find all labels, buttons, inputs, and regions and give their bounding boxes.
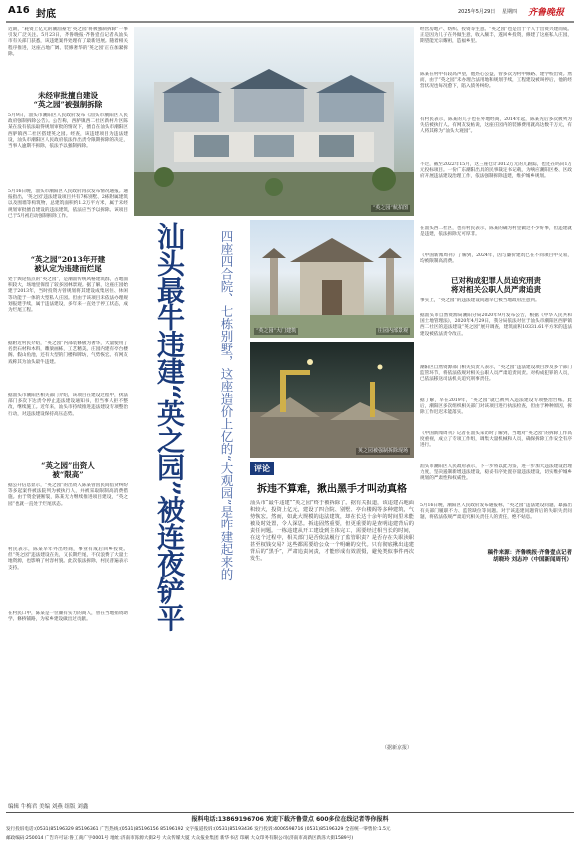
photo-caption-right: 庄园内部景观 (377, 328, 408, 334)
article-paragraph: 不过，截至2022年15月，这三座仓计3012万元的儿跟踪，也还在吗向1万元投标项目。一份广东潮阳出具的民事裁定书记载，为响应潮阳区委、区政府开展违法建设治理工作，依法强制拆除违建，维护城乡规划。 (420, 162, 572, 180)
footer-address: 邮政编码:250014 广告许可证:鲁工商广字0001号 地址:济南市泺源大街2号 大众传媒大厦 大众报业集团 新华书店 印刷 大众印务有限公司(济南市高新区新泺大街1589号) (6, 836, 354, 841)
subheading: 已对构成犯罪人员追究刑责 将对相关公职人员严肃追责 (451, 276, 541, 294)
gate-illustration (250, 220, 414, 338)
footer-hotline: 报料电话:13869196706 欢迎下载齐鲁壹点 600多位在线记者等你报料 (191, 816, 389, 823)
column-left (8, 27, 128, 797)
weekday: 星期四 (502, 9, 518, 15)
comment-tag: 评论 (250, 462, 274, 475)
main-headline: 汕头最牛违建“英之园”被连夜铲平 (153, 222, 186, 631)
article-paragraph: 5月16日晚，潮阳区人民政府发布通报称，“英之园”违法建设问题，暴露出有关部门履职不力、监管缺位等问题。对于该违建问题背后的失职失责问题，将依法依规严肃追究相关责任人的责任，绝不姑息。 (420, 503, 572, 521)
gate-photo (250, 220, 414, 338)
article-paragraph: 据了解，早在2019年，“英之园”就已被列入违法建设专项整治台账。此后，潮阳区多次组织相关部门对该项目进行执法检查，但由于种种原因，拆除工作迟迟未能落实。 (420, 398, 572, 416)
article-paragraph: 经营房地产、纺织、投资等生意。“英之园”也是出于个人于出资兴建而成。正是因为儿子在外做生意，收入颇丰，遂回乡投资，修建了这座私人庄园，期望能光宗耀祖，造福乡里。 (420, 27, 572, 45)
article-paragraph: 《中国新闻周刊》了解到，2024年，因与廉价建筑已在不同项目中交易，均被限制高消费。 (420, 253, 572, 265)
subheading: “英之园”出资人 被“限高” (41, 461, 95, 479)
column-right (420, 27, 572, 797)
article-paragraph: 在村民口中，陈某是一位颇有实力的商人，曾在当地捐资助学、修桥铺路，为家乡建设做出过贡献。 (8, 611, 128, 623)
sub-headline: 四座四合院、七栋别墅，这座造价上亿的“大观园”是咋建起来的 (219, 230, 234, 581)
page-header (0, 0, 580, 22)
article-paragraph: 《中国新闻周刊》记者在汕头采访时了解到，当地对“英之园”的拆除工作高度重视，成立了专项工作组，调集大量机械和人员，确保拆除工作安全有序进行。 (420, 431, 572, 449)
section-name: 封底 (36, 9, 56, 20)
article-paragraph: 陈某在村中有较高声望，他热心公益，曾多次为村中修路、建学校出资。然而，由于“英之园”未办理合法用地和规划手续，工程建设被叫停后，他的经营状况也每况愈下，陷入债务纠纷。 (420, 72, 572, 90)
comment-title: 拆违不算难，揪出黑手才叫动真格 (257, 484, 407, 495)
article-paragraph: 有村民表示，陈某的儿子也在外地经商，2014年起，陈某先后多次被列为失信被执行人。有网友发帖说，这座庄园内的装修费用就高达数千万元，有人将其称为“汕头大观园”。 (420, 117, 572, 135)
article-paragraph: 5月16日晚，汕头市潮阳区人民政府再次发布情况通报。通报指出，‘英之园’违法建设项目共有7栋别墅、2栋附属建筑以及围墙等构筑物，总建筑面积约1.2万平方米，属于未经规划审批擅自建设的违法建筑，依法应当予以拆除。该项目已于5月初启动强制拆除工作。 (8, 189, 128, 219)
page-number: A16 (8, 5, 30, 16)
article-paragraph: 据汕头市自然资源局潮阳分局2020年9月发布公告，根据《中华人民共和国土地管理法》，2020年4月29日，我分局依法对位于汕头市潮阳区西胪镇西二社区的违法建设“英之园”展开调查，建筑面积10331.61平方米的违法建设被依法责令改正。 (420, 313, 572, 337)
comment-body: 汕头市“最牛违建”“英之园”终于被拆除了。据有关报道，该违建占地面积较大，投资上亿元，建设了四合院、别墅、亭台楼阁等多种建筑，气势恢宏。然而，如此大规模的违法建筑，却在长达十余年的时间里未能被及时处置，令人深思。拆违固然重要，但更重要的是查明违建背后的责任问题。一栋违建从开工建设到主体完工，需要经过相当长的时间，在这个过程中，相关部门是否依法履行了监管职责？是否存在失职渎职甚至权钱交易？这些都需要给公众一个明确的交代。只有彻底揪出违建背后的“黑手”，严肃追责问责，才能形成有效震慑，避免类似事件再次发生。 (250, 500, 414, 562)
footer (6, 812, 574, 849)
comment-author: （据新京报） (381, 745, 412, 751)
footer-contacts: 发行投诉电话:(0531)85196329 85196361 广告热线:(0531)85196156 85196192 文字报道投诉:(0531)85193436 发行投诉:4006598716 (0531)85196329 全省统一零售价:1.5元 (6, 827, 391, 832)
article-paragraph: 潮阳区自然资源部门相关负责人表示，“英之园”违法建设项目涉及多个部门监管环节，将依法依规对相关公职人员严肃追责问责。对构成犯罪的人员，已依法移送司法机关追究刑事责任。 (420, 365, 572, 383)
subheading: 未经审批擅自建设 “英之园”被强制拆除 (33, 91, 103, 109)
headline-block (134, 220, 244, 650)
demolition-photo (250, 342, 414, 458)
article-credit: 稿件来源：齐鲁晚报·齐鲁壹点记者 胡晓玲 刘志冲（中国新闻周刊） (487, 550, 572, 563)
article-paragraph: 据汕头市潮阳区相关部门介绍，该项目在建设过程中，执法部门多次下达责令停止违法建设通知书，但当事人拒不整改，继续施工。近年来，汕头市持续推进违法建设专项整治行动，对违法建设保持高压态势。 (8, 393, 128, 417)
article-paragraph: 在汕头西二社区，也有村民表示，陈某的确为村里做过不少好事，但违建就是违建，依法拆除无可厚非。 (420, 226, 572, 238)
demolition-illustration (250, 342, 414, 458)
photo-caption-left: “英之园”大门建筑 (256, 328, 297, 334)
comment-box (250, 462, 414, 754)
photo-caption: “英之园”航拍图 (372, 205, 408, 211)
article-paragraph: 处于舆论焦点的“英之园”，是潮汕传统风格建筑群，占地面积较大，场地里保留了较多园林景观。据了解，这座庄园始建于2013年，当时投资方曾规划将其建设成集居住、休闲等功能于一体的大型私人庄园。但由于该项目未依法办理规划报建手续，属于违法建设，多年来一直处于停工状态，成为烂尾工程。 (8, 277, 128, 314)
article-paragraph: 村民表示，陈某早年外出经商，事业有成后回乡投资。但“英之园”违法建设在先，又长期烂尾，不仅浪费了大量土地资源，也影响了村容村貌。此次依法拆除，村民普遍表示支持。 (8, 547, 128, 571)
aerial-illustration (134, 27, 414, 216)
header-rule (6, 21, 574, 23)
article-paragraph: 汕头市潮阳区人民政府表示，下一步将以此为鉴，进一步加大违法建设治理力度，坚决遏制新增违法建设，稳妥有序处置存量违法建设，切实维护城乡规划的严肃性和权威性。 (420, 464, 572, 482)
newspaper-logo: 齐鲁晚报 (528, 8, 565, 18)
article-paragraph: 事实上，“英之园”的违法建设问题早已被当地政府注意到。 (420, 298, 540, 303)
photo-caption: 英之园被强制拆除现场 (357, 448, 408, 454)
aerial-photo (134, 27, 414, 216)
article-paragraph: 5月9日，汕头市潮阳区人民政府发布《汕头市潮阳区人民政府强制拆除公告》。公告称，西胪镇西二社区新村片区陈某在没有依法取得规划审批的情况下，擅自在汕头市潮阳区西胪镇西二社区搭建英之园。经查，该违建项目为违法建设，汕头市潮阳区人民政府依法作出责令限期拆除的决定，当事人逾期不拆除，依法予以强制拆除。 (8, 113, 128, 150)
issue-date: 2025年5月29日 (458, 9, 496, 15)
article-paragraph: 据附近村民介绍，“英之园”内部装修极为奢华，大量使用了名贵石材和木料，雕梁画栋，工艺精美。庄园内建有亭台楼阁、假山鱼池，还有大型的门楼和牌坊，气势恢宏。有网友戏称其为汕头最牛违建。 (8, 341, 128, 365)
editor-credits: 编辑 牛梅君 美编 刘燕 组版 刘鑫 (8, 804, 89, 810)
article-paragraph: 据公开信息显示，“英之园”的出资人陈某曾因民间借贷纠纷等多起案件被法院列为被执行人，并被采取限制高消费措施。由于资金链断裂，陈某无力继续推进项目建设，“英之园”也就一直处于烂尾状态。 (8, 483, 128, 507)
subheading: “英之园”2013年开建 被认定为违建而烂尾 (30, 255, 106, 273)
article-paragraph: 近期，“耗资上亿元的潮汕豪宅‘英之园’将被强制拆除”一事引发广泛关注。5月23日，齐鲁晚报·齐鲁壹点记者从汕头市有关部门获悉，该违建案件处理有了最新进展。随着相关程序推进，这座占地广阔、装修奢华的‘英之园’正在加紧拆除。 (8, 27, 128, 57)
